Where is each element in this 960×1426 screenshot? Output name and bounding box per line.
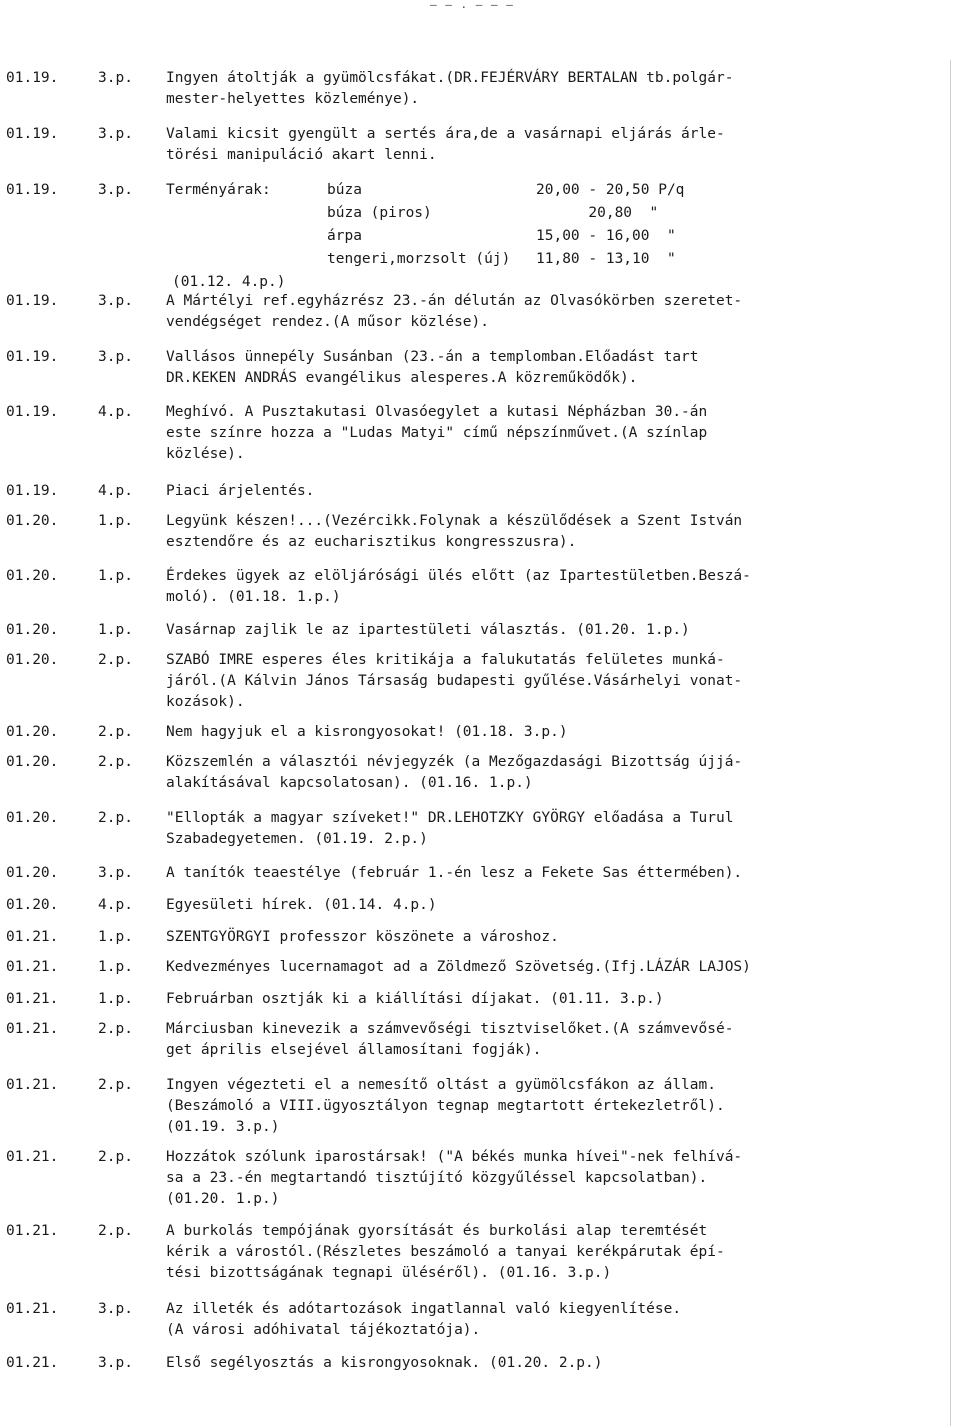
entry-text xyxy=(166,808,926,850)
entry-text-line: get április elsejével államosítani fogják). xyxy=(166,1042,542,1058)
entry-text xyxy=(166,347,926,389)
entry-page: 1.p. xyxy=(98,991,133,1007)
entry-text-line: (01.20. 1.p.) xyxy=(166,1191,280,1207)
entry-date: 01.21. xyxy=(6,1223,59,1239)
entry-page: 3.p. xyxy=(98,1301,133,1317)
entry-text-line: SZENTGYÖRGYI professzor köszönete a városhoz. xyxy=(166,929,559,945)
entry-page: 3.p. xyxy=(98,865,133,881)
entry-date: 01.21. xyxy=(6,1355,59,1371)
entry-text-line: Egyesületi hírek. (01.14. 4.p.) xyxy=(166,897,437,913)
price-item-value: 15,00 - 16,00 " xyxy=(536,228,676,244)
entry-date: 01.20. xyxy=(6,513,59,529)
entry-date: 01.20. xyxy=(6,897,59,913)
entry-text-line: (01.19. 3.p.) xyxy=(166,1119,280,1135)
entry-text xyxy=(166,957,926,978)
entry-text xyxy=(166,1147,926,1210)
entry-date: 01.21. xyxy=(6,1149,59,1165)
entry-page: 3.p. xyxy=(98,70,133,86)
entry-text-line: Piaci árjelentés. xyxy=(166,483,315,499)
entry-text-line: Ingyen végezteti el a nemesítő oltást a gyümölcsfákon az állam. xyxy=(166,1077,716,1093)
entry-date: 01.19. xyxy=(6,483,59,499)
entry-text-line: Valami kicsit gyengült a sertés ára,de a vasárnapi eljárás árle- xyxy=(166,126,725,142)
entry-page: 2.p. xyxy=(98,754,133,770)
entry-date: 01.20. xyxy=(6,865,59,881)
entry-page: 4.p. xyxy=(98,483,133,499)
entry-page: 2.p. xyxy=(98,810,133,826)
entry-date: 01.21. xyxy=(6,1301,59,1317)
entry-text xyxy=(166,124,926,166)
entry-text-line: A Mártélyi ref.egyházrész 23.-án délután az Olvasókörben szeretet- xyxy=(166,293,743,309)
entry-date: 01.19. xyxy=(6,182,59,198)
header-fragment: — — . — — — xyxy=(430,0,514,11)
entry-text-line: Meghívó. A Pusztakutasi Olvasóegylet a kutasi Népházban 30.-án xyxy=(166,404,708,420)
entry-text-line: esztendőre és az eucharisztikus kongresszusra). xyxy=(166,534,577,550)
entry-text-line: (A városi adóhivatal tájékoztatója). xyxy=(166,1322,481,1338)
entry-page: 2.p. xyxy=(98,1021,133,1037)
entry-text xyxy=(166,566,926,608)
entry-page: 2.p. xyxy=(98,1223,133,1239)
entry-date: 01.19. xyxy=(6,293,59,309)
entry-text-line: közlése). xyxy=(166,446,245,462)
entry-text xyxy=(166,68,926,110)
entry-text-line: kozások). xyxy=(166,694,245,710)
entry-text-line: Közszemlén a választói névjegyzék (a Mezőgazdasági Bizottság újjá- xyxy=(166,754,743,770)
entry-text xyxy=(166,752,926,794)
entry-text-line: SZABÓ IMRE esperes éles kritikája a falukutatás felületes munká- xyxy=(166,652,725,668)
price-item-name: búza xyxy=(327,182,362,198)
entry-page: 2.p. xyxy=(98,1077,133,1093)
entry-text xyxy=(166,1299,926,1341)
entry-text xyxy=(166,927,926,948)
entry-text xyxy=(166,481,926,502)
price-item-value: 20,80 " xyxy=(536,205,659,221)
entry-text xyxy=(166,989,926,1010)
entry-text xyxy=(166,291,926,333)
entry-text-line: moló). (01.18. 1.p.) xyxy=(166,589,341,605)
entry-text-line: "Ellopták a magyar szíveket!" DR.LEHOTZKY GYÖRGY előadása a Turul xyxy=(166,810,734,826)
entry-text xyxy=(166,402,926,465)
entry-page: 2.p. xyxy=(98,652,133,668)
entry-date: 01.19. xyxy=(6,349,59,365)
price-item-value: 20,00 - 20,50 P/q xyxy=(536,182,685,198)
entry-text xyxy=(166,863,926,884)
entry-date: 01.20. xyxy=(6,568,59,584)
prices-label: Terményárak: xyxy=(166,182,271,198)
entry-text-line: A tanítók teaestélye (február 1.-én lesz a Fekete Sas éttermében). xyxy=(166,865,743,881)
entry-page: 4.p. xyxy=(98,897,133,913)
entry-page: 1.p. xyxy=(98,929,133,945)
prices-note: (01.12. 4.p.) xyxy=(172,274,286,290)
price-item-name: búza (piros) xyxy=(327,205,432,221)
entry-date: 01.19. xyxy=(6,70,59,86)
entry-text xyxy=(166,620,926,641)
entry-text xyxy=(166,1075,926,1138)
entry-text-line: (Beszámoló a VIII.ügyosztályon tegnap megtartott értekezletről). xyxy=(166,1098,725,1114)
entry-page: 1.p. xyxy=(98,568,133,584)
entry-date: 01.21. xyxy=(6,991,59,1007)
entry-page: 3.p. xyxy=(98,293,133,309)
entry-text-line: tési bizottságának tegnapi üléséről). (01.16. 3.p.) xyxy=(166,1265,612,1281)
entry-text-line: este színre hozza a "Ludas Matyi" című népszínművet.(A színlap xyxy=(166,425,708,441)
page-edge-line xyxy=(950,60,951,1426)
entry-text xyxy=(166,1353,926,1374)
entry-text xyxy=(166,722,926,743)
entry-page: 1.p. xyxy=(98,959,133,975)
entry-page: 2.p. xyxy=(98,724,133,740)
entry-text xyxy=(166,1221,926,1284)
entry-text-line: Legyünk készen!...(Vezércikk.Folynak a készülődések a Szent István xyxy=(166,513,743,529)
entry-text-line: törési manipuláció akart lenni. xyxy=(166,147,437,163)
entry-date: 01.19. xyxy=(6,126,59,142)
entry-page: 2.p. xyxy=(98,1149,133,1165)
entry-text-line: Az illeték és adótartozások ingatlannal való kiegyenlítése. xyxy=(166,1301,682,1317)
entry-text-line: Nem hagyjuk el a kisrongyosokat! (01.18. 3.p.) xyxy=(166,724,568,740)
entry-page: 4.p. xyxy=(98,404,133,420)
entry-text-line: Márciusban kinevezik a számvevőségi tisztviselőket.(A számvevősé- xyxy=(166,1021,734,1037)
entry-text-line: mester-helyettes közleménye). xyxy=(166,91,420,107)
entry-text-line: DR.KEKEN ANDRÁS evangélikus alesperes.A közreműködők). xyxy=(166,370,638,386)
entry-page: 1.p. xyxy=(98,622,133,638)
entry-date: 01.20. xyxy=(6,724,59,740)
entry-text xyxy=(166,895,926,916)
entry-date: 01.19. xyxy=(6,404,59,420)
entry-date: 01.21. xyxy=(6,959,59,975)
price-item-name: árpa xyxy=(327,228,362,244)
entry-text-line: A burkolás tempójának gyorsítását és burkolási alap teremtését xyxy=(166,1223,708,1239)
entry-text-line: Szabadegyetemen. (01.19. 2.p.) xyxy=(166,831,428,847)
entry-text-line: járól.(A Kálvin János Társaság budapesti gyűlése.Vásárhelyi vonat- xyxy=(166,673,743,689)
entry-text-line: Érdekes ügyek az elöljárósági ülés előtt (az Ipartestületben.Beszá- xyxy=(166,568,751,584)
entry-text-line: sa a 23.-én megtartandó tisztújító közgyűléssel kapcsolatban). xyxy=(166,1170,708,1186)
entry-text-line: Vasárnap zajlik le az ipartestületi választás. (01.20. 1.p.) xyxy=(166,622,690,638)
entry-text-line: Hozzátok szólunk iparostársak! ("A békés munka hívei"-nek felhívá- xyxy=(166,1149,743,1165)
entry-text-line: vendégséget rendez.(A műsor közlése). xyxy=(166,314,490,330)
entry-date: 01.20. xyxy=(6,754,59,770)
entry-text-line: Vallásos ünnepély Susánban (23.-án a templomban.Előadást tart xyxy=(166,349,699,365)
entry-text-line: kérik a várostól.(Részletes beszámoló a tanyai kerékpárutak épí- xyxy=(166,1244,725,1260)
entry-text xyxy=(166,650,926,713)
entry-date: 01.21. xyxy=(6,1021,59,1037)
entry-date: 01.20. xyxy=(6,622,59,638)
entry-text-line: Kedvezményes lucernamagot ad a Zöldmező Szövetség.(Ifj.LÁZÁR LAJOS) xyxy=(166,959,751,975)
entry-text-line: alakításával kapcsolatosan). (01.16. 1.p.) xyxy=(166,775,533,791)
entry-text-line: Első segélyosztás a kisrongyosoknak. (01.20. 2.p.) xyxy=(166,1355,603,1371)
entry-text-line: Ingyen átoltják a gyümölcsfákat.(DR.FEJÉRVÁRY BERTALAN tb.polgár- xyxy=(166,70,734,86)
entry-page: 3.p. xyxy=(98,349,133,365)
entry-page: 3.p. xyxy=(98,182,133,198)
entry-page: 1.p. xyxy=(98,513,133,529)
entry-date: 01.21. xyxy=(6,1077,59,1093)
entry-date: 01.21. xyxy=(6,929,59,945)
entry-page: 3.p. xyxy=(98,1355,133,1371)
entry-page: 3.p. xyxy=(98,126,133,142)
entry-date: 01.20. xyxy=(6,652,59,668)
entry-date: 01.20. xyxy=(6,810,59,826)
price-item-name: tengeri,morzsolt (új) xyxy=(327,251,511,267)
entry-text xyxy=(166,511,926,553)
entry-text-line: Februárban osztják ki a kiállítási díjakat. (01.11. 3.p.) xyxy=(166,991,664,1007)
price-item-value: 11,80 - 13,10 " xyxy=(536,251,676,267)
entry-text xyxy=(166,1019,926,1061)
